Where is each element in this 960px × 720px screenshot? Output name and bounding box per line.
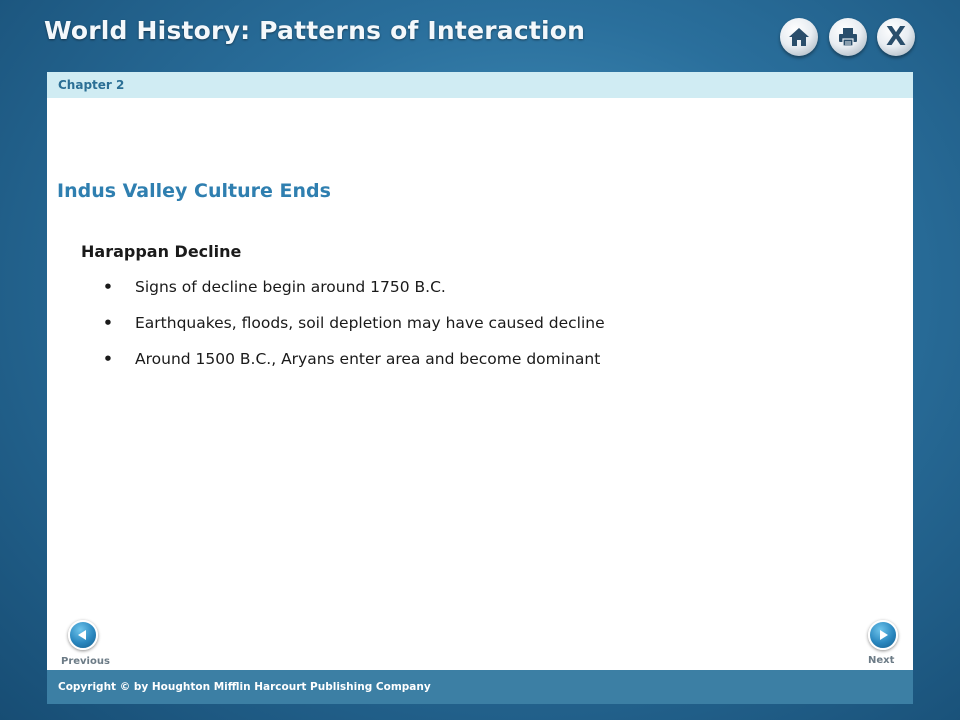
bullet-dot: •: [103, 278, 113, 296]
bullet-dot: •: [103, 350, 113, 368]
copyright-text: Copyright © by Houghton Mifflin Harcourt Publishing Company: [58, 681, 431, 693]
slide-panel: [47, 72, 913, 670]
bullet-text: Around 1500 B.C., Aryans enter area and become dominant: [135, 350, 601, 368]
footer-bar: [47, 670, 913, 704]
chapter-bar: [47, 72, 913, 98]
previous-button[interactable]: [68, 620, 98, 650]
close-button[interactable]: [877, 18, 915, 56]
bullet-item: [103, 350, 605, 386]
chapter-label: Chapter 2: [58, 78, 125, 92]
bullet-item: [103, 314, 605, 350]
previous-label[interactable]: Previous: [61, 656, 110, 667]
bullet-list: [103, 278, 605, 386]
print-icon: [836, 25, 860, 49]
close-icon: X: [885, 22, 907, 52]
bullet-dot: •: [103, 314, 113, 332]
bullet-text: Signs of decline begin around 1750 B.C.: [135, 278, 446, 296]
next-button[interactable]: [868, 620, 898, 650]
slide-title: Indus Valley Culture Ends: [57, 180, 331, 202]
triangle-right-icon: [877, 629, 889, 641]
slide-subheading: Harappan Decline: [81, 242, 242, 261]
bullet-text: Earthquakes, floods, soil depletion may have caused decline: [135, 314, 605, 332]
next-label[interactable]: Next: [868, 655, 895, 666]
triangle-left-icon: [77, 629, 89, 641]
home-button[interactable]: [780, 18, 818, 56]
app-title: World History: Patterns of Interaction: [44, 16, 586, 45]
home-icon: [787, 25, 811, 49]
print-button[interactable]: [829, 18, 867, 56]
bullet-item: [103, 278, 605, 314]
